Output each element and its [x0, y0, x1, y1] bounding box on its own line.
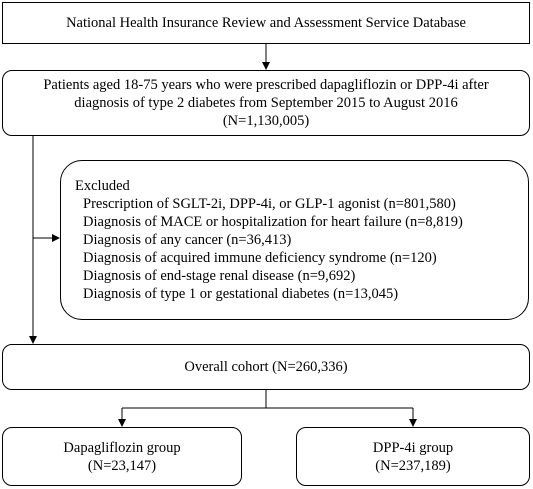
excluded-item: Diagnosis of MACE or hospitalization for heart failure (n=8,819): [83, 214, 463, 230]
dapagliflozin-group-count: (N=23,147): [87, 457, 157, 474]
dapagliflozin-group-label: Dapagliflozin group: [63, 439, 181, 456]
excluded-list: [83, 195, 463, 303]
source-database-box: [2, 2, 530, 44]
excluded-item: Diagnosis of any cancer (n=36,413): [83, 232, 292, 248]
excluded-box: [60, 160, 529, 320]
eligible-patients-line2: diagnosis of type 2 diabetes from September 2015 to August 2016: [74, 95, 458, 111]
excluded-title: Excluded: [75, 178, 130, 194]
dpp4i-group-count: (N=237,189): [375, 457, 451, 474]
dapagliflozin-group-box: [2, 427, 242, 486]
dpp4i-group-box: [296, 427, 530, 486]
excluded-item: Diagnosis of type 1 or gestational diabetes (n=13,045): [83, 286, 399, 302]
eligible-patients-count: (N=1,130,005): [222, 113, 310, 129]
eligible-patients-box: [2, 70, 530, 136]
dpp4i-group-label: DPP-4i group: [372, 439, 454, 456]
excluded-item: Prescription of SGLT-2i, DPP-4i, or GLP-1 agonist (n=801,580): [83, 196, 456, 212]
source-database-text: National Health Insurance Review and Assessment Service Database: [66, 15, 466, 31]
excluded-item: Diagnosis of end-stage renal disease (n=9,692): [83, 268, 356, 284]
excluded-item: Diagnosis of acquired immune deficiency syndrome (n=120): [83, 250, 437, 266]
eligible-patients-line1: Patients aged 18-75 years who were prescribed dapagliflozin or DPP-4i after: [43, 77, 489, 93]
overall-cohort-box: [2, 344, 530, 390]
overall-cohort-text: Overall cohort (N=260,336): [184, 359, 348, 375]
